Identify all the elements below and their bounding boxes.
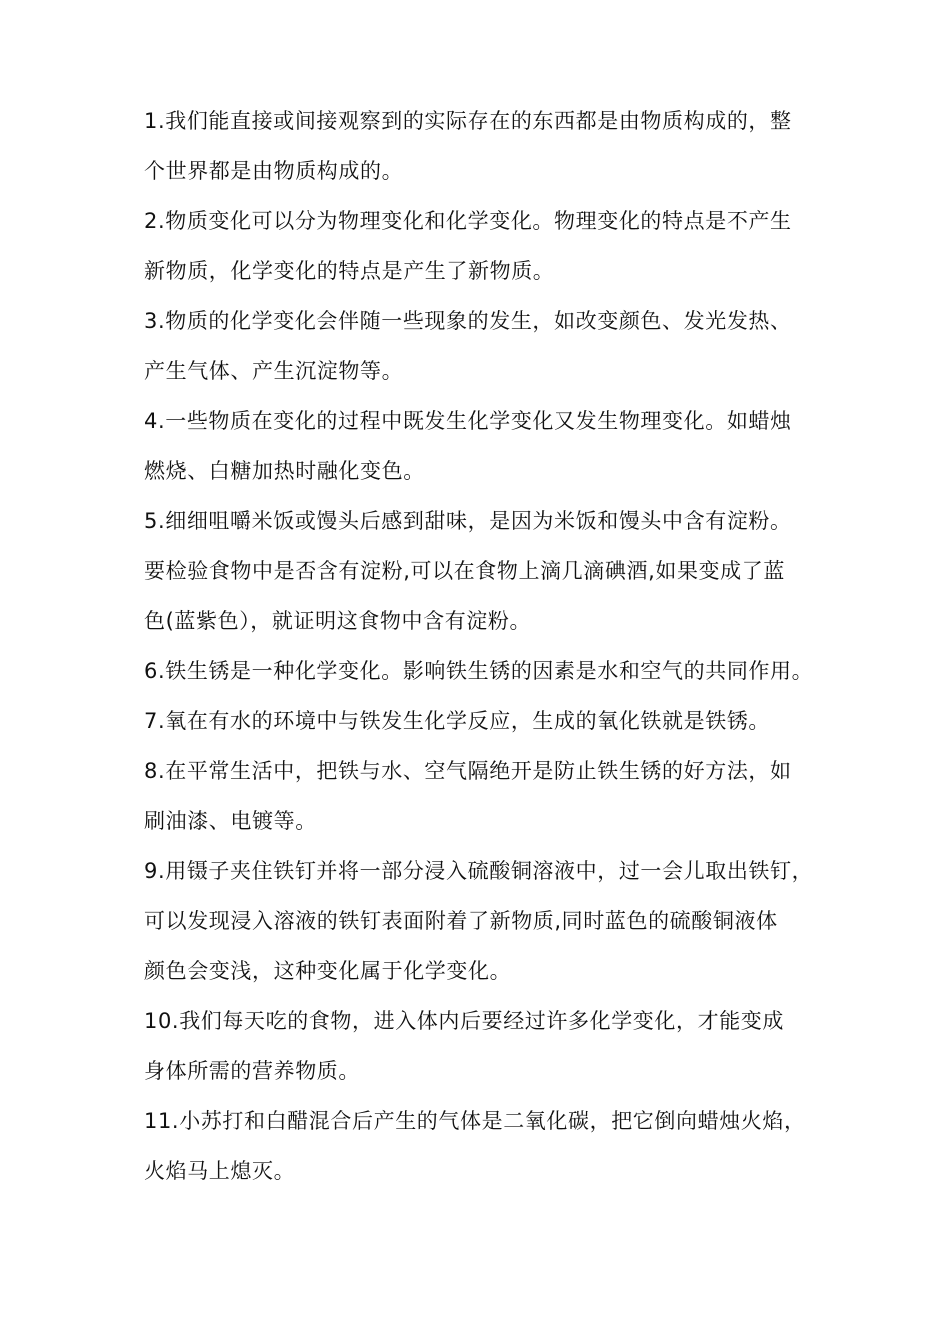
text-line: 3.物质的化学变化会伴随一些现象的发生，如改变颜色、发光发热、 [144,309,792,333]
text-line: 产生气体、产生沉淀物等。 [144,359,404,383]
text-line: 身体所需的营养物质。 [144,1059,360,1083]
text-line: 1.我们能直接或间接观察到的实际存在的东西都是由物质构成的，整 [144,109,792,133]
document-body [144,96,834,1196]
text-line: 4.一些物质在变化的过程中既发生化学变化又发生物理变化。如蜡烛 [144,409,792,433]
text-line: 10.我们每天吃的食物，进入体内后要经过许多化学变化，才能变成 [144,1009,784,1033]
text-line: 颜色会变浅，这种变化属于化学变化。 [144,959,512,983]
text-line: 7.氧在有水的环境中与铁发生化学反应，生成的氧化铁就是铁锈。 [144,709,771,733]
text-line: 9.用镊子夹住铁钉并将一部分浸入硫酸铜溶液中，过一会儿取出铁钉， [144,859,814,883]
text-line: 燃烧、白糖加热时融化变色。 [144,459,425,483]
text-line: 5.细细咀嚼米饭或馒头后感到甜味，是因为米饭和馒头中含有淀粉。 [144,509,792,533]
text-line: 个世界都是由物质构成的。 [144,159,404,183]
text-line: 11.小苏打和白醋混合后产生的气体是二氧化碳，把它倒向蜡烛火焰， [144,1109,806,1133]
text-line: 8.在平常生活中，把铁与水、空气隔绝开是防止铁生锈的好方法，如 [144,759,792,783]
text-line: 6.铁生锈是一种化学变化。影响铁生锈的因素是水和空气的共同作用。 [144,659,814,683]
text-line: 要检验食物中是否含有淀粉,可以在食物上滴几滴碘酒,如果变成了蓝 [144,559,785,583]
text-line: 可以发现浸入溶液的铁钉表面附着了新物质,同时蓝色的硫酸铜液体 [144,909,778,933]
text-line: 刷油漆、电镀等。 [144,809,317,833]
text-line: 火焰马上熄灭。 [144,1159,296,1183]
text-line: 2.物质变化可以分为物理变化和化学变化。物理变化的特点是不产生 [144,209,792,233]
text-line: 新物质，化学变化的特点是产生了新物质。 [144,259,555,283]
text-line: 色(蓝紫色），就证明这食物中含有淀粉。 [144,609,532,633]
